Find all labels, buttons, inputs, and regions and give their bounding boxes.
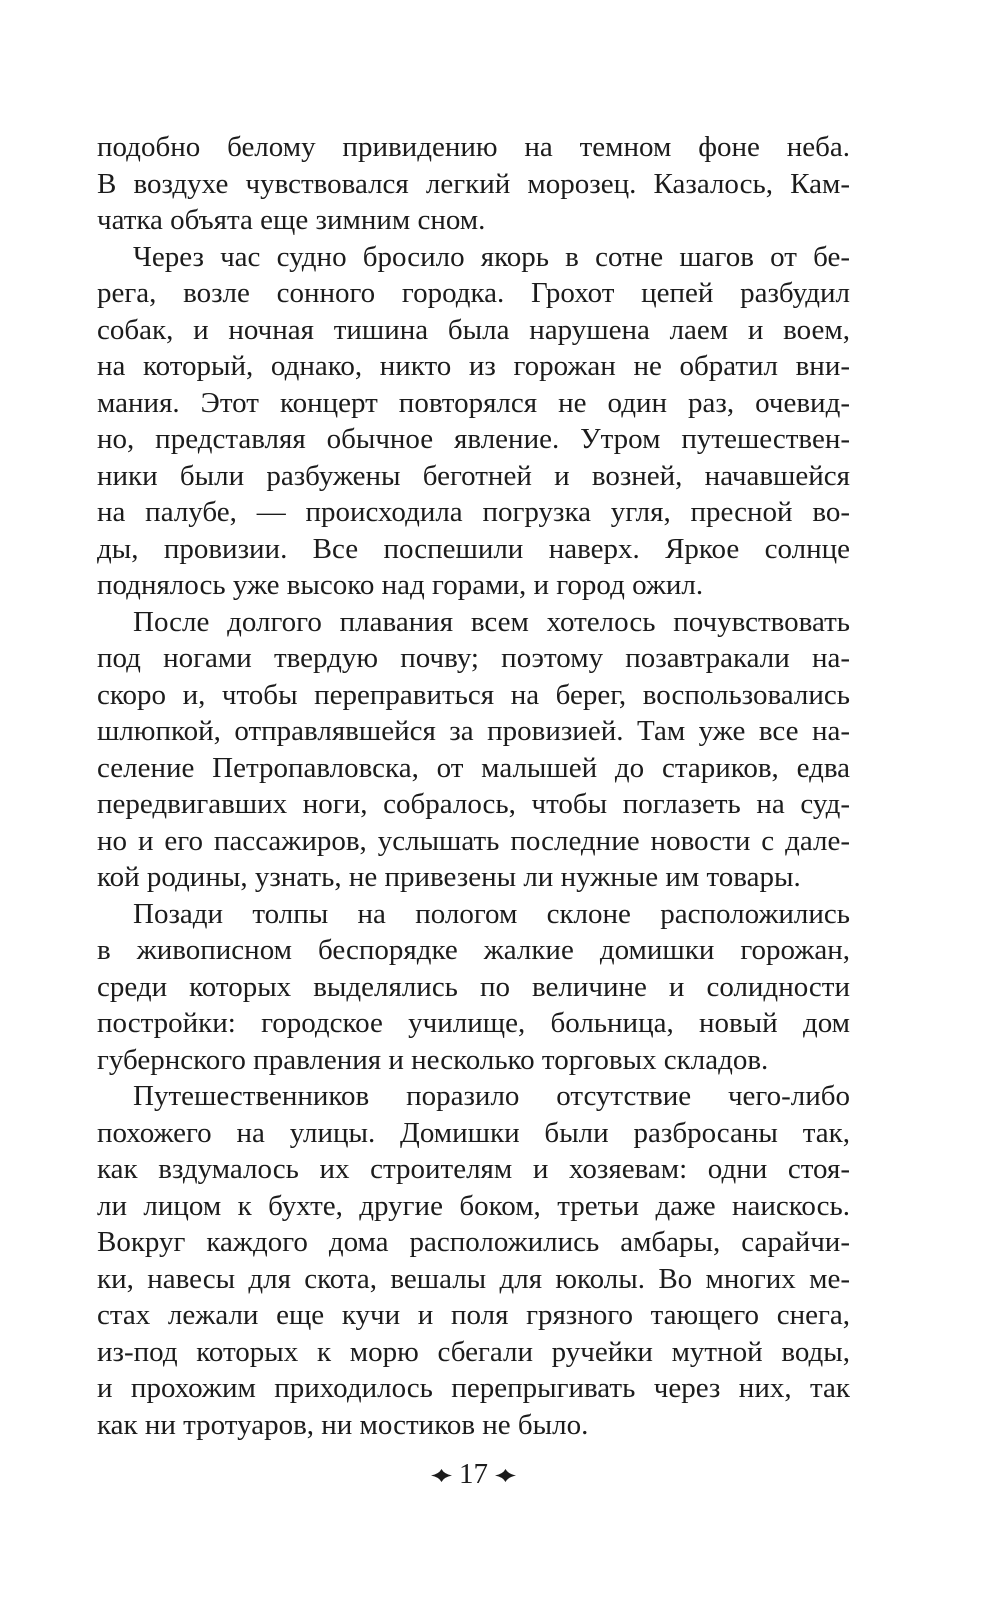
text-line: под ногами твердую почву; поэтому позавтракали на-	[97, 642, 850, 674]
text-line: шлюпкой, отправлявшейся за провизией. Там уже все на-	[97, 715, 850, 747]
paragraph	[97, 896, 850, 1079]
text-line: но, представляя обычное явление. Утром путешествен-	[97, 423, 850, 455]
text-line: подобно белому привидению на темном фоне неба.	[97, 131, 850, 163]
text-line: и прохожим приходилось перепрыгивать через них, так	[97, 1372, 850, 1404]
diamond-ornament-left-icon	[431, 1469, 452, 1482]
page-text	[97, 129, 850, 1443]
text-line: Вокруг каждого дома расположились амбары, сарайчи-	[97, 1226, 850, 1258]
diamond-ornament-right-icon	[495, 1469, 516, 1482]
text-line: постройки: городское училище, больница, новый дом	[97, 1007, 850, 1039]
text-line: в живописном беспорядке жалкие домишки горожан,	[97, 934, 850, 966]
paragraph	[97, 604, 850, 896]
text-line: на который, однако, никто из горожан не обратил вни-	[97, 350, 850, 382]
text-line: рега, возле сонного городка. Грохот цепей разбудил	[97, 277, 850, 309]
text-line: но и его пассажиров, услышать последние новости с дале-	[97, 824, 850, 857]
page-number: 17	[459, 1458, 488, 1490]
text-line: собак, и ночная тишина была нарушена лаем и воем,	[97, 313, 850, 346]
text-line: мания. Этот концерт повторялся не один раз, очевид-	[97, 386, 850, 419]
text-line: поднялось уже высоко над горами, и город ожил.	[97, 569, 704, 601]
paragraph	[97, 129, 850, 239]
text-line: скоро и, чтобы переправиться на берег, воспользовались	[97, 678, 850, 711]
text-line: из-под которых к морю сбегали ручейки мутной воды,	[97, 1335, 850, 1368]
text-line: После долгого плавания всем хотелось почувствовать	[133, 605, 850, 638]
text-line: селение Петропавловска, от малышей до стариков, едва	[97, 751, 850, 784]
page-footer	[97, 1458, 850, 1490]
text-line: ды, провизии. Все поспешили наверх. Яркое солнце	[97, 532, 850, 565]
text-line: передвигавших ноги, собралось, чтобы поглазеть на суд-	[97, 788, 850, 820]
paragraph	[97, 239, 850, 604]
text-line: губернского правления и несколько торговых складов.	[97, 1043, 769, 1076]
text-line: Путешественников поразило отсутствие чего-либо	[133, 1080, 850, 1112]
paragraph	[97, 1078, 850, 1443]
text-line: чатка объята еще зимним сном.	[97, 204, 486, 236]
text-line: кой родины, узнать, не привезены ли нужные им товары.	[97, 861, 801, 893]
text-line: как ни тротуаров, ни мостиков не было.	[97, 1408, 589, 1441]
text-line: Через час судно бросило якорь в сотне шагов от бе-	[133, 240, 850, 273]
text-line: Позади толпы на пологом склоне расположились	[133, 897, 850, 930]
text-line: похожего на улицы. Домишки были разбросаны так,	[97, 1116, 850, 1149]
text-line: В воздухе чувствовался легкий морозец. Казалось, Кам-	[97, 167, 850, 200]
text-line: ки, навесы для скота, вешалы для юколы. Во многих ме-	[97, 1262, 850, 1295]
text-line: на палубе, — происходила погрузка угля, пресной во-	[97, 496, 850, 528]
text-line: как вздумалось их строителям и хозяевам: одни стоя-	[97, 1153, 850, 1185]
text-line: среди которых выделялись по величине и солидности	[97, 970, 850, 1003]
text-line: ли лицом к бухте, другие боком, третьи даже наискось.	[97, 1189, 850, 1222]
text-line: стах лежали еще кучи и поля грязного тающего снега,	[97, 1299, 850, 1331]
text-line: ники были разбужены беготней и возней, начавшейся	[97, 459, 850, 492]
